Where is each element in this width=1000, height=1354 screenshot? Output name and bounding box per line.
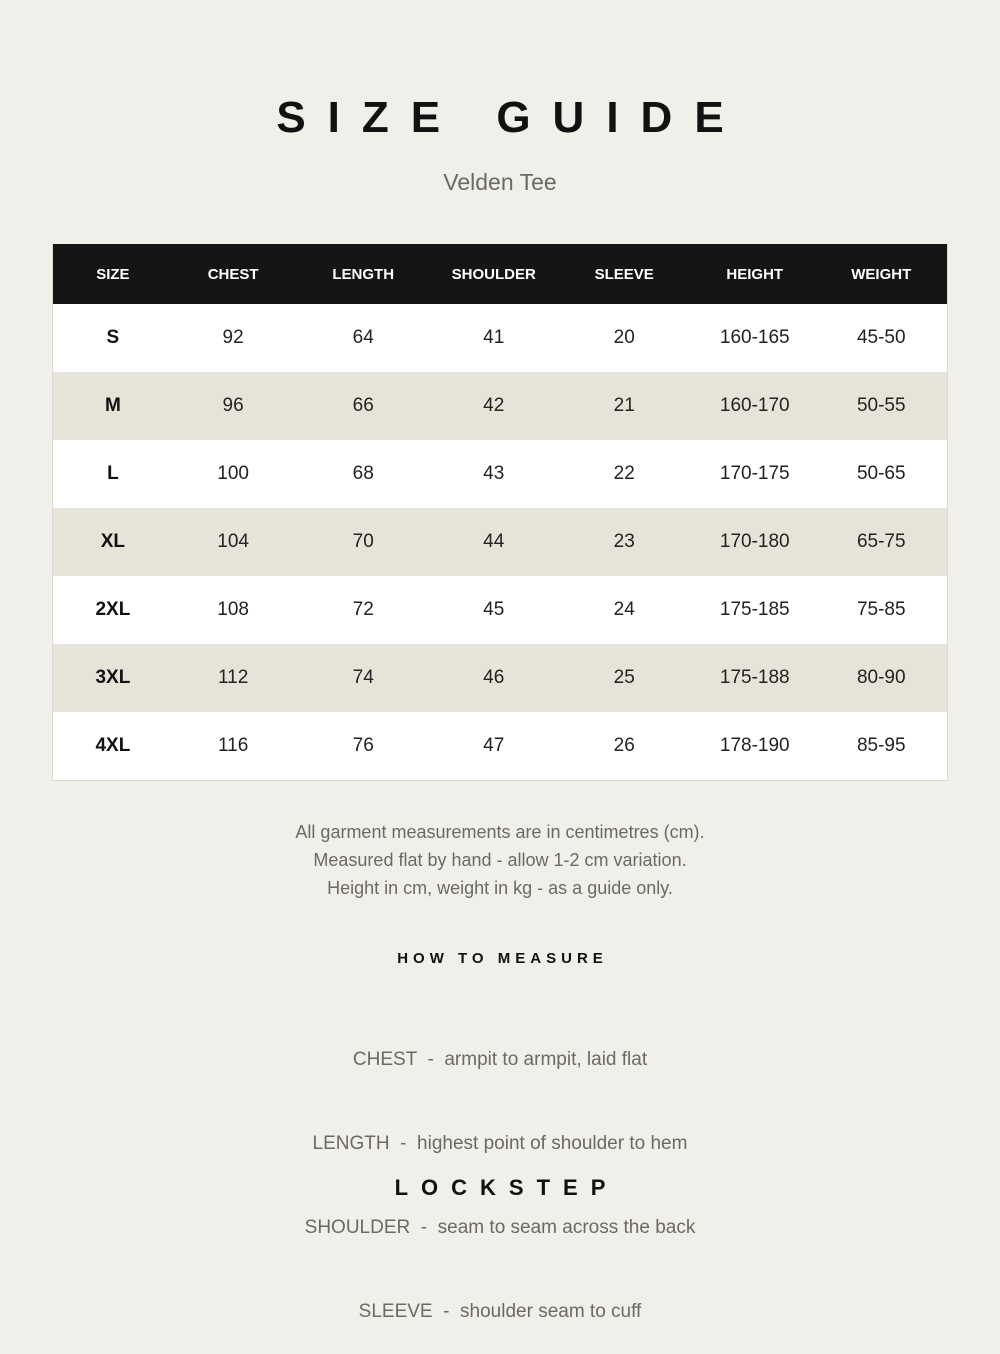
cell-size: M [104,395,121,416]
column-header-weight: WEIGHT [851,265,912,283]
product-name: Velden Tee [443,169,557,195]
table-row [53,712,947,780]
cell-shoulder: 42 [483,395,505,416]
cell-length: 72 [352,599,374,620]
cell-sleeve: 22 [613,463,635,484]
cell-shoulder: 47 [483,735,505,756]
cell-height: 160-170 [719,395,790,416]
cell-sleeve: 24 [613,599,635,620]
cell-shoulder: 44 [483,531,505,552]
cell-chest: 104 [217,531,249,552]
cell-sleeve: 25 [613,667,635,688]
cell-weight: 45-50 [856,327,906,348]
note-line: All garment measurements are in centimetres (cm). [295,822,705,842]
table-row [53,440,947,508]
cell-size: 4XL [95,735,131,756]
cell-size: XL [100,531,126,552]
cell-weight: 65-75 [856,531,906,552]
cell-length: 68 [352,463,374,484]
table-header-row [53,244,947,304]
size-table-container [52,244,948,781]
cell-chest: 92 [222,327,244,348]
cell-height: 178-190 [719,735,790,756]
cell-size: 3XL [95,667,131,688]
table-row [53,576,947,644]
note-line: Height in cm, weight in kg - as a guide only. [327,878,673,898]
measure-item: CHEST - armpit to armpit, laid flat [352,1049,648,1070]
cell-weight: 50-55 [856,395,906,416]
cell-length: 70 [352,531,374,552]
cell-length: 74 [352,667,374,688]
note-line: Measured flat by hand - allow 1-2 cm variation. [313,850,687,870]
cell-chest: 108 [217,599,249,620]
cell-height: 175-185 [719,599,790,620]
cell-weight: 50-65 [856,463,906,484]
table-row [53,508,947,576]
how-to-measure-list [0,990,1000,1354]
cell-length: 76 [352,735,374,756]
cell-shoulder: 41 [483,327,505,348]
column-header-size: SIZE [96,265,130,283]
page-title: SIZE GUIDE [276,93,746,142]
cell-chest: 100 [217,463,249,484]
cell-length: 64 [352,327,374,348]
column-header-length: LENGTH [332,265,395,283]
table-body [53,304,947,780]
cell-chest: 96 [222,395,244,416]
cell-sleeve: 21 [613,395,635,416]
cell-chest: 112 [217,667,249,688]
column-header-height: HEIGHT [726,265,784,283]
column-header-shoulder: SHOULDER [451,265,536,283]
table-row [53,644,947,712]
cell-sleeve: 20 [613,327,635,348]
cell-sleeve: 26 [613,735,635,756]
measurement-notes [0,818,1000,902]
cell-size: 2XL [95,599,131,620]
cell-weight: 75-85 [856,599,906,620]
cell-chest: 116 [217,735,249,756]
cell-weight: 85-95 [856,735,906,756]
cell-weight: 80-90 [856,667,906,688]
cell-sleeve: 23 [613,531,635,552]
size-table [53,244,947,780]
cell-height: 160-165 [719,327,790,348]
how-to-measure-heading: HOW TO MEASURE [397,950,608,967]
cell-height: 175-188 [719,667,790,688]
column-header-sleeve: SLEEVE [594,265,654,283]
measure-item: LENGTH - highest point of shoulder to hem [312,1133,688,1154]
brand-wordmark: LOCKSTEP [394,1175,619,1200]
table-row [53,372,947,440]
cell-length: 66 [352,395,374,416]
cell-height: 170-180 [719,531,790,552]
cell-size: L [107,463,119,484]
cell-shoulder: 45 [483,599,505,620]
cell-shoulder: 43 [483,463,505,484]
column-header-chest: CHEST [207,265,259,283]
cell-size: S [106,327,120,348]
measure-item: SLEEVE - shoulder seam to cuff [358,1301,642,1322]
table-row [53,304,947,372]
cell-height: 170-175 [719,463,790,484]
measure-item: SHOULDER - seam to seam across the back [304,1217,696,1238]
cell-shoulder: 46 [483,667,505,688]
